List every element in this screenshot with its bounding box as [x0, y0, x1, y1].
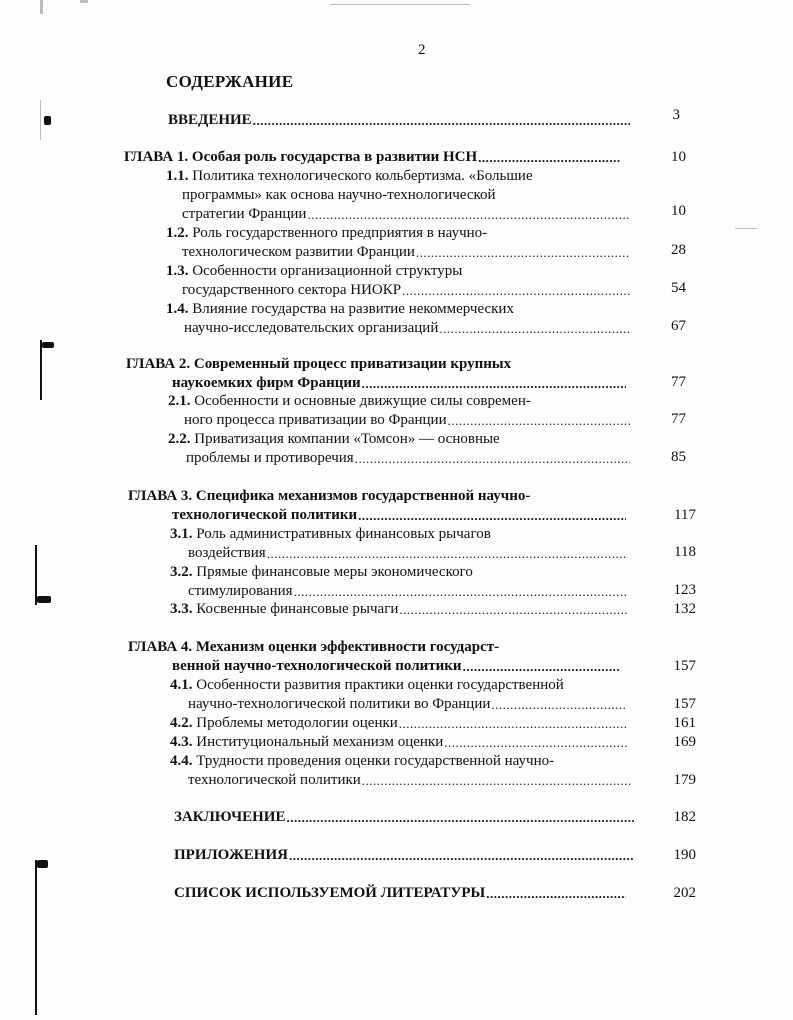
- toc-entry-1-2: 1.2. Роль государственного предприятия в научно- технологическом развитии Франции .....: [166, 224, 630, 262]
- toc-page-ref: 28: [671, 242, 686, 258]
- toc-entry-1-4: 1.4. Влияние государства на развитие некоммерческих научно-исследовательских организаций .....: [166, 300, 630, 338]
- toc-page-ref: 85: [671, 449, 686, 465]
- toc-page-ref: 117: [674, 507, 696, 523]
- toc-entry-label: ВВЕДЕНИЕ: [168, 112, 252, 128]
- toc-page-ref: 77: [671, 411, 686, 427]
- toc-page-ref: 157: [673, 658, 696, 674]
- toc-entry-chapter-3: ГЛАВА 3. Специфика механизмов государственной научно- технологической политики .....: [128, 487, 626, 525]
- toc-entry-label: ГЛАВА 1. Особая роль государства в развитии НСН: [124, 149, 478, 165]
- toc-page-ref: 118: [674, 544, 696, 560]
- toc-entry-3-2: 3.2. Прямые финансовые меры экономического стимулирования .....: [170, 563, 628, 601]
- toc-entry-chapter-2: ГЛАВА 2. Современный процесс приватизации крупных наукоемких фирм Франции .....: [126, 355, 626, 393]
- toc-page-ref: 202: [673, 885, 696, 901]
- toc-page-ref: 161: [673, 715, 696, 731]
- toc-entry-conclusion: ЗАКЛЮЧЕНИЕ .....: [174, 808, 634, 827]
- toc-page-ref: 169: [673, 734, 696, 750]
- toc-page-ref: 157: [673, 696, 696, 712]
- toc-entry-appendices: ПРИЛОЖЕНИЯ .....: [174, 846, 634, 865]
- toc-page-ref: 132: [673, 601, 696, 617]
- toc-title: СОДЕРЖАНИЕ: [166, 72, 294, 91]
- toc-page-ref: 190: [673, 847, 696, 863]
- toc-page-ref: 67: [671, 318, 686, 334]
- toc-entry-3-3: 3.3. Косвенные финансовые рычаги .....: [170, 600, 628, 619]
- toc-entry-1-1: 1.1. Политика технологического кольбертизма. «Большие программы» как основа научно-технологической стратегии Франции .....: [166, 167, 630, 224]
- toc-entry-2-2: 2.2. Приватизация компании «Томсон» — основные проблемы и противоречия .....: [168, 430, 630, 468]
- toc-entry-4-4: 4.4. Трудности проведения оценки государственной научно- технологической политики .....: [170, 752, 630, 790]
- toc-entry-4-3: 4.3. Институциональный механизм оценки .....: [170, 733, 628, 752]
- page-number: 2: [418, 42, 426, 58]
- toc-entry-2-1: 2.1. Особенности и основные движущие силы современ- ного процесса приватизации во Франции .....: [168, 392, 630, 430]
- toc-entry-references: СПИСОК ИСПОЛЬЗУЕМОЙ ЛИТЕРАТУРЫ .....: [174, 884, 626, 903]
- toc-page-ref: 182: [673, 809, 696, 825]
- toc-entry-chapter-1: [124, 148, 621, 167]
- toc-entry-4-2: 4.2. Проблемы методологии оценки .....: [170, 714, 626, 733]
- toc-entry-4-1: 4.1. Особенности развития практики оценки государственной научно-технологической политики во Франции .....: [170, 676, 626, 714]
- toc-entry-intro: [168, 111, 630, 130]
- toc-entry-1-3: 1.3. Особенности организационной структуры государственного сектора НИОКР .....: [166, 262, 630, 300]
- toc-page-ref: 3: [672, 107, 680, 123]
- toc-entry-3-1: 3.1. Роль административных финансовых рычагов воздействия .....: [170, 525, 628, 563]
- toc-page-ref: 77: [671, 374, 686, 390]
- toc-page-ref: 179: [673, 772, 696, 788]
- toc-page-ref: 10: [671, 149, 686, 165]
- toc-entry-chapter-4: ГЛАВА 4. Механизм оценки эффективности государст- венной научно-технологической политики .....: [128, 638, 620, 676]
- toc-page-ref: 54: [671, 280, 686, 296]
- toc-page-ref: 10: [671, 203, 686, 219]
- toc-page-ref: 123: [673, 582, 696, 598]
